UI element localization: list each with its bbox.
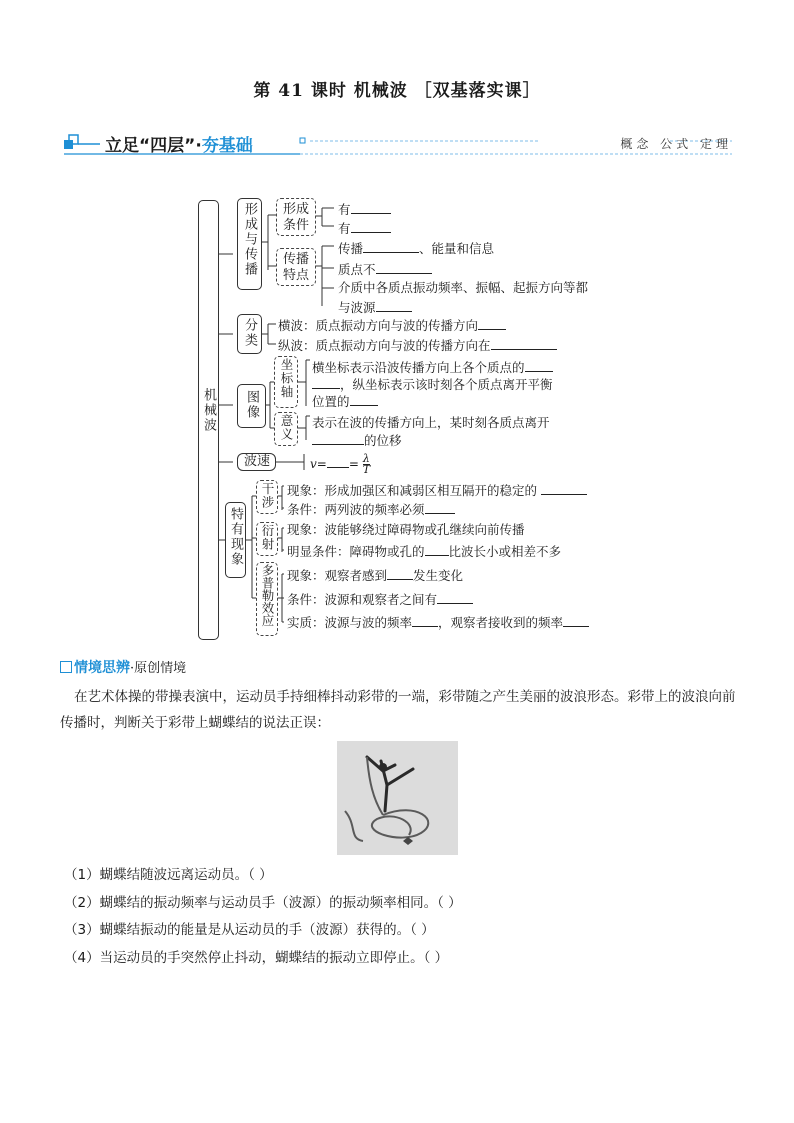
axis-label: 坐标轴 [279, 358, 294, 399]
speed-eq: = [348, 457, 359, 471]
diffraction-line-1: 现象：波能够绕过障碍物或孔继续向前传播 [287, 522, 525, 537]
interference-line-1: 现象：形成加强区和减弱区相互隔开的稳定的 [287, 482, 587, 498]
doppler-label: 多普勒效应 [260, 564, 275, 627]
interference-line-2: 条件：两列波的频率必须 [287, 501, 455, 517]
page-title: 第 41 课时 机械波 ［双基落实课］ [253, 81, 541, 101]
speed-label: 波速 [244, 454, 271, 469]
meaning-label: 意义 [279, 414, 294, 441]
axis-line-3: 位置的 [312, 393, 378, 409]
speed-formula [310, 454, 370, 475]
gymnast-photo [337, 741, 458, 855]
feature-2: 质点不 [338, 261, 432, 277]
diffraction-label: 衍射 [260, 524, 275, 551]
condition-2: 有 [338, 220, 391, 236]
gymnast-illustration [337, 741, 458, 855]
feature-4: 与波源 [338, 299, 412, 315]
section-prefix: 立足“四层”· [105, 136, 202, 156]
question-4: （4）当运动员的手突然停止抖动，蝴蝶结的振动立即停止。（ ） [64, 949, 449, 966]
graph-label: 图像 [244, 390, 259, 420]
axis-line-1: 横坐标表示沿波传播方向上各个质点的 [312, 359, 553, 375]
features-label: 传播特点 [282, 252, 309, 283]
interference-label: 干涉 [260, 482, 275, 509]
scenario-paragraph: 在艺术体操的带操表演中，运动员手持细棒抖动彩带的一端，彩带随之产生美丽的波浪形态。彩带上的波浪向前传播时，判断关于彩带上蝴蝶结的说法正误： [60, 689, 736, 731]
section-emphasis: 夯基础 [201, 136, 253, 156]
condition-1: 有 [338, 201, 391, 217]
speed-numerator: λ [362, 452, 370, 465]
doppler-line-2: 条件：波源和观察者之间有 [287, 591, 473, 607]
question-2: （2）蝴蝶结的振动频率与运动员手（波源）的振动频率相同。（ ） [64, 894, 462, 911]
root-label: 机械波 [201, 388, 216, 433]
square-icon [60, 661, 72, 673]
scenario-heading [60, 657, 186, 677]
diffraction-line-2: 明显条件：障碍物或孔的 比波长小或相差不多 [287, 544, 562, 559]
axis-line-2: ，纵坐标表示该时刻各个质点离开平衡 [312, 376, 553, 392]
question-1: （1）蝴蝶结随波远离运动员。（ ） [64, 867, 273, 883]
scenario-heading-text: 情境思辨 [74, 660, 130, 676]
formation-label: 形成与传播 [242, 202, 257, 277]
speed-denominator: T [362, 463, 371, 476]
feature-3: 介质中各质点振动频率、振幅、起振方向等都 [338, 280, 589, 295]
classify-transverse: 横波：质点振动方向与波的传播方向 [278, 317, 506, 333]
classify-longitudinal: 纵波：质点振动方向与波的传播方向在 [278, 337, 557, 353]
feature-1: 传播 、能量和信息 [338, 241, 495, 256]
special-label: 特有现象 [228, 507, 243, 567]
doppler-line-1: 现象：观察者感到 发生变化 [287, 568, 464, 583]
speed-fraction [363, 454, 370, 475]
section-tags: 概念 公式 定理 [620, 137, 732, 151]
classify-label: 分类 [242, 318, 257, 348]
scenario-sub: ·原创情境 [130, 661, 187, 676]
meaning-line-2: 的位移 [312, 432, 402, 448]
question-list [64, 862, 462, 972]
speed-lhs: v= [310, 457, 327, 471]
meaning-line-1: 表示在波的传播方向上，某时刻各质点离开 [312, 415, 550, 430]
doppler-line-3: 实质：波源与波的频率 ，观察者接收到的频率 [287, 614, 589, 630]
question-3: （3）蝴蝶结振动的能量是从运动员的手（波源）获得的。（ ） [64, 922, 435, 938]
conditions-label: 形成条件 [282, 202, 309, 233]
